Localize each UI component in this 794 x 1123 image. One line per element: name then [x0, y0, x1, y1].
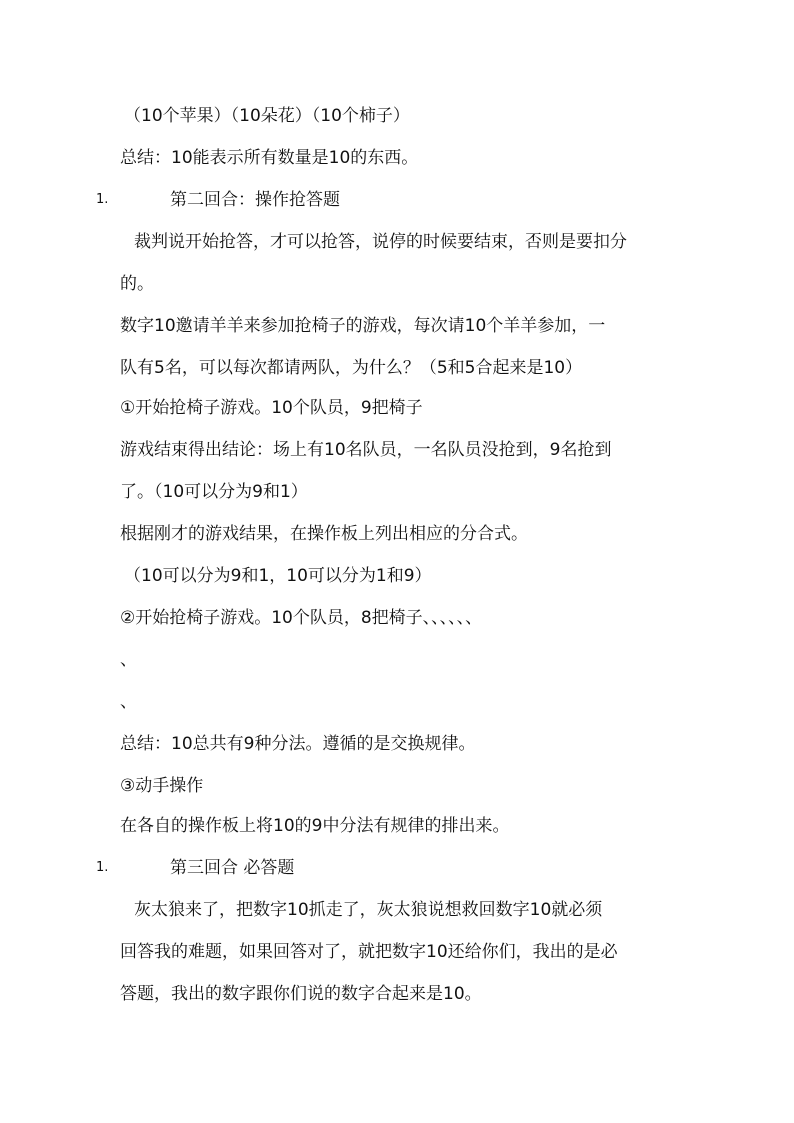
text-line: 数字10邀请羊羊来参加抢椅子的游戏，每次请10个羊羊参加，一 [120, 316, 606, 336]
list-number: 1. [96, 860, 109, 875]
text-line: 、 [120, 692, 137, 712]
text-line: 在各自的操作板上将10的9中分法有规律的排出来。 [120, 816, 510, 836]
text-line: 总结：10能表示所有数量是10的东西。 [120, 148, 419, 168]
text-line: 灰太狼来了，把数字10抓走了，灰太狼说想救回数字10就必须 [134, 900, 603, 920]
text-line: （10可以分为9和1，10可以分为1和9） [124, 566, 432, 586]
text-line: 裁判说开始抢答，才可以抢答，说停的时候要结束，否则是要扣分 [134, 232, 627, 252]
list-number: 1. [96, 192, 109, 207]
text-line: ③动手操作 [120, 776, 204, 796]
text-line: 回答我的难题，如果回答对了，就把数字10还给你们，我出的是必 [120, 942, 618, 962]
section-heading: 第三回合 必答题 [170, 858, 295, 878]
section-heading: 第二回合：操作抢答题 [170, 190, 340, 210]
text-line: 队有5名，可以每次都请两队，为什么？（5和5合起来是10） [120, 358, 583, 378]
text-line: ②开始抢椅子游戏。10个队员，8把椅子、、、、、、 [120, 608, 483, 628]
text-line: 的。 [120, 274, 154, 294]
text-line: 总结：10总共有9种分法。遵循的是交换规律。 [120, 734, 476, 754]
text-line: 根据刚才的游戏结果，在操作板上列出相应的分合式。 [120, 524, 528, 544]
text-line: （10个苹果）（10朵花）（10个柿子） [124, 106, 410, 126]
text-line: 答题，我出的数字跟你们说的数字合起来是10。 [120, 984, 482, 1004]
text-line: ①开始抢椅子游戏。10个队员，9把椅子 [120, 398, 423, 418]
text-line: 了。（10可以分为9和1） [120, 482, 308, 502]
text-line: 游戏结束得出结论：场上有10名队员，一名队员没抢到，9名抢到 [120, 440, 612, 460]
text-line: 、 [120, 650, 137, 670]
